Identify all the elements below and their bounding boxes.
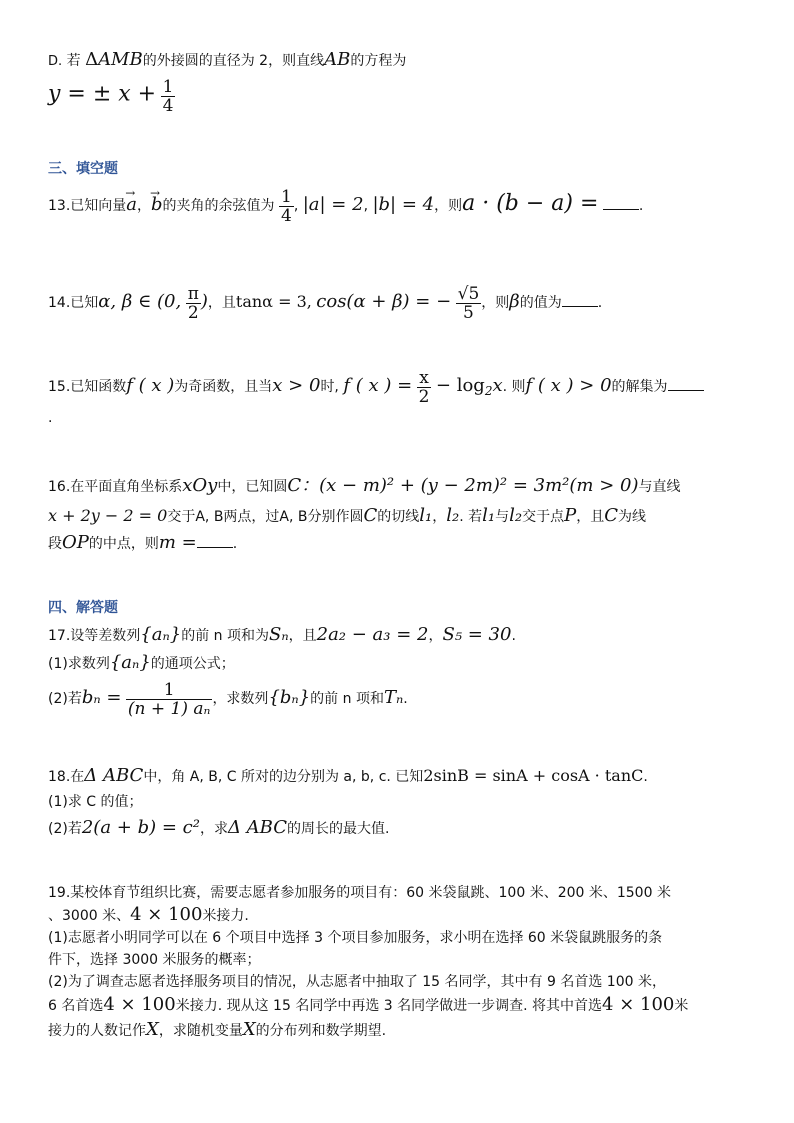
question-18 [48,762,748,844]
option-d-equation [48,78,748,115]
question-number: 18. [48,769,71,785]
expression: m = [158,532,197,553]
question-text: ，则 [481,295,510,311]
variable: β [509,291,520,312]
question-text: 米 [674,998,689,1014]
question-text: . 若 [459,509,483,525]
expression: bₙ = [81,687,122,708]
question-16-line-3 [48,530,748,557]
fraction [417,369,432,406]
vector-a: → a [126,187,137,223]
sequence: {aₙ} [140,624,182,645]
question-text: 若 [67,821,82,837]
fraction-denominator: 2 [186,303,201,322]
question-text: ， [432,509,447,525]
fraction-numerator: π [187,283,199,304]
question-text: ， [137,198,151,214]
question-number: 13. [48,198,71,214]
question-text: . 则 [502,379,526,395]
question-text: . [511,628,516,644]
fraction-numerator: 1 [162,77,174,97]
question-17-part-1 [48,651,748,676]
question-text: 交于点 [522,509,565,525]
option-text: 的外接圆的直径为 2，则直线 [142,53,325,69]
fraction-denominator: 4 [280,205,292,226]
option-text: 的方程为 [350,53,407,69]
part-label: (2) [48,821,68,837]
question-16-line-1 [48,470,748,503]
question-text: 为线 [618,509,647,525]
triangle: Δ ABC [227,817,288,838]
question-19-part-2-line-3 [48,1018,748,1043]
fraction-denominator: 4 [162,96,174,116]
question-text: 若 [67,691,82,707]
question-text: ，求 [199,821,228,837]
question-text: 时, [320,379,339,395]
question-17 [48,620,748,721]
option-d [48,50,748,115]
variable: x [492,375,503,396]
option-label: D. [48,54,63,69]
question-17-part-2 [48,676,748,721]
question-text: 的解集为 [611,379,668,395]
expression: tanα = 3, [235,292,312,311]
question-text: 的周长的最大值. [287,821,390,837]
segment: OP [62,532,89,553]
relay-expression: 4 × 100 [103,994,176,1015]
coordinate-system: xOy [182,475,218,496]
part-label: (1) [48,656,68,672]
equation: 2sinB = sinA + cosA · tanC [423,766,644,785]
question-text: 在 [70,769,85,785]
question-text: 米接力. [202,908,249,924]
answer-blank[interactable] [668,376,704,391]
question-number: 15. [48,379,71,395]
question-19-part-1: (1)志愿者小明同学可以在 6 个项目中选择 3 个项目参加服务，求小明在选择 60 米袋鼠跳服务的条 [48,930,663,946]
question-text: 在平面直角坐标系 [70,479,183,495]
question-number: 16. [48,479,71,495]
fraction-denominator: 5 [456,303,482,322]
question-text: 为奇函数，且当 [174,379,273,395]
fraction-numerator: √5 [457,283,480,304]
question-text: 的中点，则 [88,536,159,552]
part-label: (2) [48,691,68,707]
triangle-symbol: Δ [85,49,99,70]
question-text: . [232,536,238,552]
fraction-denominator: (n + 1) aₙ [127,698,211,719]
condition: S₅ = 30 [442,624,512,645]
triangle-name: AMB [98,49,143,70]
question-text: 的前 n 项和为 [181,628,269,644]
question-text: ，且 [288,628,317,644]
circle-equation: (x − m)² + (y − 2m)² = 3m²(m > 0) [319,475,639,496]
question-text: 的夹角的余弦值为 [162,198,275,214]
question-18-part-1: (1)求 C 的值； [48,794,143,810]
question-18-part-2 [48,813,748,844]
condition: 2a₂ − a₃ = 2 [316,624,429,645]
question-19-part-1-cont: 件下，选择 3000 米服务的概率； [48,952,261,968]
question-16 [48,470,748,557]
question-19-line-1: 19.某校体育节组织比赛，需要志愿者参加服务的项目有：60 米袋鼠跳、100 米、200 米、1500 米 [48,885,671,901]
answer-blank[interactable] [562,292,598,307]
random-variable: X [242,1019,256,1040]
sequence: {bₙ} [268,687,311,708]
question-text: 接力的人数记作 [48,1023,146,1039]
question-19-part-2-line-2 [48,993,748,1018]
condition: |b| = 4 [372,194,435,215]
tangent-line: l₂ [509,505,523,526]
fraction-denominator: 2 [418,386,430,407]
question-13 [48,186,748,225]
question-text: 已知函数 [70,379,127,395]
question-number: 14. [48,295,71,311]
expression: a · (b − a) = [462,191,599,216]
fraction-numerator: 1 [163,679,175,700]
question-text: 与直线 [638,479,681,495]
expression: − log [435,375,485,396]
random-variable: X [146,1019,159,1040]
question-text: ，求随机变量 [158,1023,243,1039]
expression: f ( x ) > 0 [525,375,612,396]
expression: cos(α + β) = − [316,291,452,312]
question-text: 、3000 米、 [48,908,131,924]
question-text: 段 [48,536,62,552]
question-text: 已知 [70,295,99,311]
question-text: 与 [495,509,510,525]
option-text: 若 [66,53,81,69]
equation: 2(a + b) = c² [81,817,200,838]
tangent-line: l₂ [446,505,460,526]
question-14-line [48,282,748,323]
log-base: 2 [484,383,493,398]
sum: Sₙ [268,624,289,645]
answer-blank[interactable] [603,195,639,210]
question-text: 设等差数列 [70,628,141,644]
question-19 [48,882,748,1043]
point: P [564,505,577,526]
question-text: 交于A, B两点，过A, B分别作圆 [167,509,364,525]
question-text: . [597,295,603,311]
question-18-line-1 [48,762,748,791]
question-text: 的通项公式； [150,656,235,672]
line-equation: x + 2y − 2 = 0 [48,506,168,525]
question-text: 的值为 [519,295,562,311]
expression: ) [200,291,208,312]
question-15-line [48,366,748,411]
question-text: . [403,691,408,707]
answer-blank[interactable] [197,533,233,548]
relay-expression: 4 × 100 [130,904,203,925]
question-text: 的切线 [377,509,420,525]
question-text: . [643,769,648,785]
question-13-line: 13.已知向量→ a，→ b的夹角的余弦值为 $\frac{1}{4}$ , |a| = 2, |b| = 4，则a · (b − a) = . [48,186,748,225]
question-text: 的前 n 项和 [310,691,384,707]
section-heading: 三、填空题 [48,161,118,177]
condition: |a| = 2 [302,194,364,215]
expression: f ( x ) = [343,375,413,396]
circle-name: C [604,505,619,526]
question-text: 求数列 [67,656,110,672]
section-heading: 四、解答题 [48,600,118,616]
expression: f ( x ) [126,375,175,396]
relay-expression: 4 × 100 [602,994,675,1015]
question-text: ，且 [576,509,605,525]
question-number: 17. [48,628,71,644]
option-d-line [48,50,748,72]
question-text: 6 名首选 [48,998,104,1014]
question-19-line-2 [48,904,748,927]
question-text: 米接力. 现从这 15 名同学中再选 3 名同学做进一步调查. 将其中首选 [175,998,603,1014]
circle-name: C [363,505,378,526]
question-text: ，求数列 [212,691,269,707]
triangle: Δ ABC [84,765,144,786]
question-text: . [638,198,644,214]
condition: x > 0 [272,375,321,396]
question-text: 中，已知圆 [217,479,288,495]
question-text: . [48,409,53,426]
sum: Tₙ [383,687,404,708]
question-17-line-1 [48,620,748,651]
line-name: AB [324,49,351,70]
vector-b: → b [151,187,163,223]
question-text: 的分布列和数学期望. [255,1023,387,1039]
fraction [279,188,294,225]
question-15 [48,366,748,425]
fraction [161,78,176,115]
fraction [456,285,482,322]
question-text: 已知向量 [70,198,127,214]
tangent-line: l₁ [419,505,433,526]
question-text: ，且 [207,295,236,311]
question-text: 中，角 A, B, C 所对的边分别为 a, b, c. 已知 [143,769,424,785]
question-16-line-2 [48,503,748,530]
sequence: {aₙ} [109,652,151,673]
expression: α, β ∈ (0, [98,291,182,312]
question-19-part-2: (2)为了调查志愿者选择服务项目的情况，从志愿者中抽取了 15 名同学，其中有 9 名首选 100 米， [48,974,666,990]
fraction-numerator: x [419,367,429,388]
tangent-line: l₁ [482,505,496,526]
equation-left: y = ± x + [48,81,157,107]
fraction [126,681,213,718]
fraction [186,285,201,322]
circle-name: C： [287,475,320,496]
question-text: ，则 [434,198,463,214]
fraction-numerator: 1 [280,186,292,207]
question-text: ， [428,628,443,644]
question-14 [48,282,748,323]
